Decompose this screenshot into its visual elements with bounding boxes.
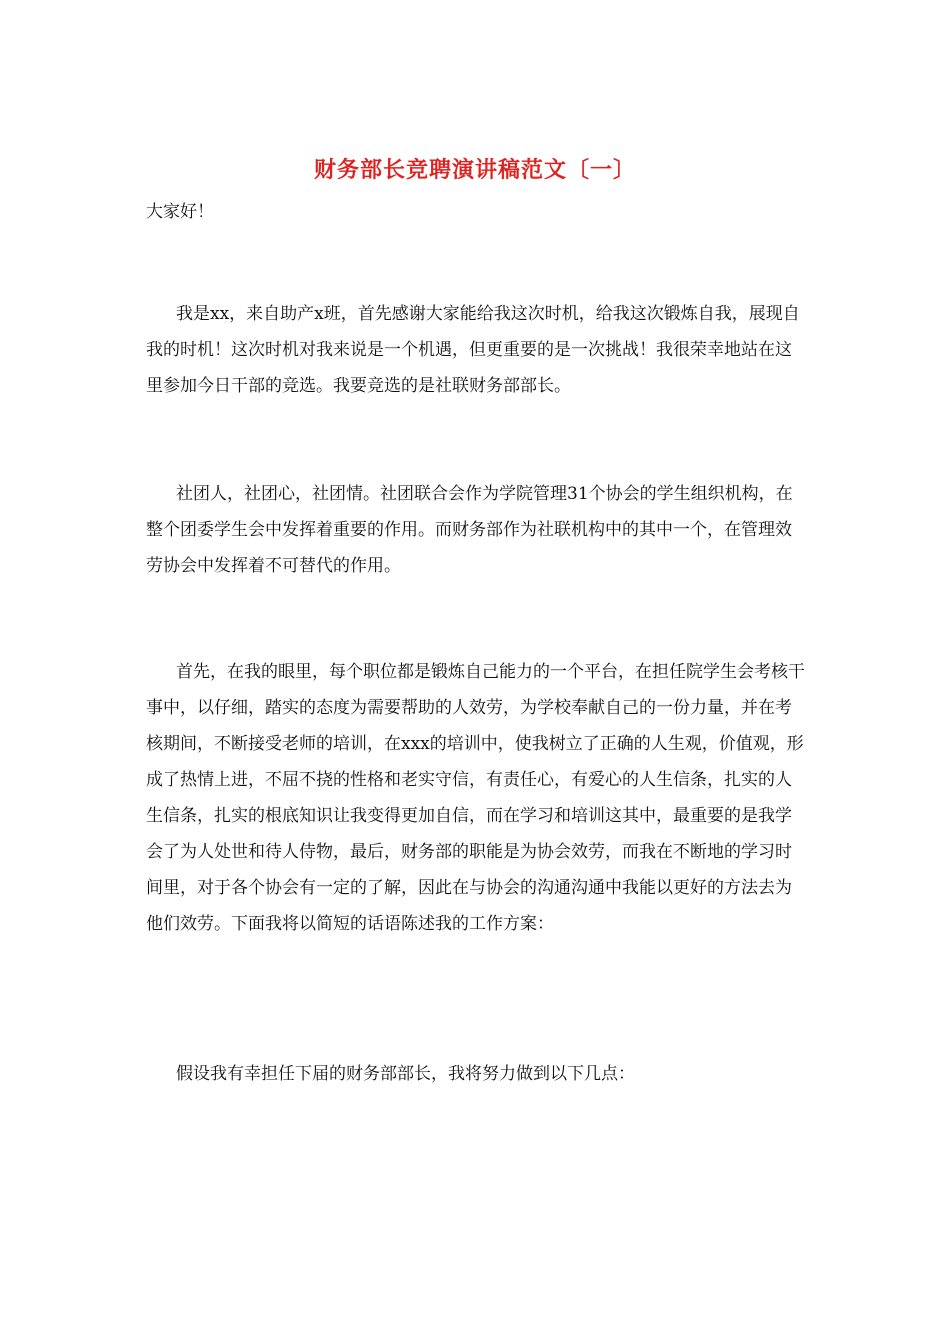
paragraph: 我是xx，来自助产x班，首先感谢大家能给我这次时机，给我这次锻炼自我，展现自我的时机！这次时机对我来说是一个机遇，但更重要的是一次挑战！我很荣幸地站在这里参加今日干部的竞选。我要竞选的是社联财务部部长。 (146, 304, 800, 396)
paragraph: 假设我有幸担任下届的财务部部长，我将努力做到以下几点： (176, 1064, 635, 1084)
paragraph: 社团人，社团心，社团情。社团联合会作为学院管理31个协会的学生组织机构，在整个团委学生会中发挥着重要的作用。而财务部作为社联机构中的其中一个，在管理效劳协会中发挥着不可替代的作用。 (146, 484, 793, 576)
greeting-text: 大家好！ (146, 202, 214, 222)
paragraph: 首先，在我的眼里，每个职位都是锻炼自己能力的一个平台，在担任院学生会考核干事中，以仔细，踏实的态度为需要帮助的人效劳，为学校奉献自己的一份力量，并在考核期间，不断接受老师的培训，在xxx的培训中，使我树立了正确的人生观，价值观，形成了热情上进，不屈不挠的性格和老实守信，有责任心，有爱心的人生信条，扎实的人生信条，扎实的根底知识让我变得更加自信，而在学习和培训这其中，最重要的是我学会了为人处世和待人侍物，最后，财务部的职能是为协会效劳，而我在不断地的学习时间里，对于各个协会有一定的了解，因此在与协会的沟通沟通中我能以更好的方法去为他们效劳。下面我将以简短的话语陈述我的工作方案： (146, 662, 805, 934)
document-title: 财务部长竞聘演讲稿范文〔一〕 (313, 157, 636, 183)
